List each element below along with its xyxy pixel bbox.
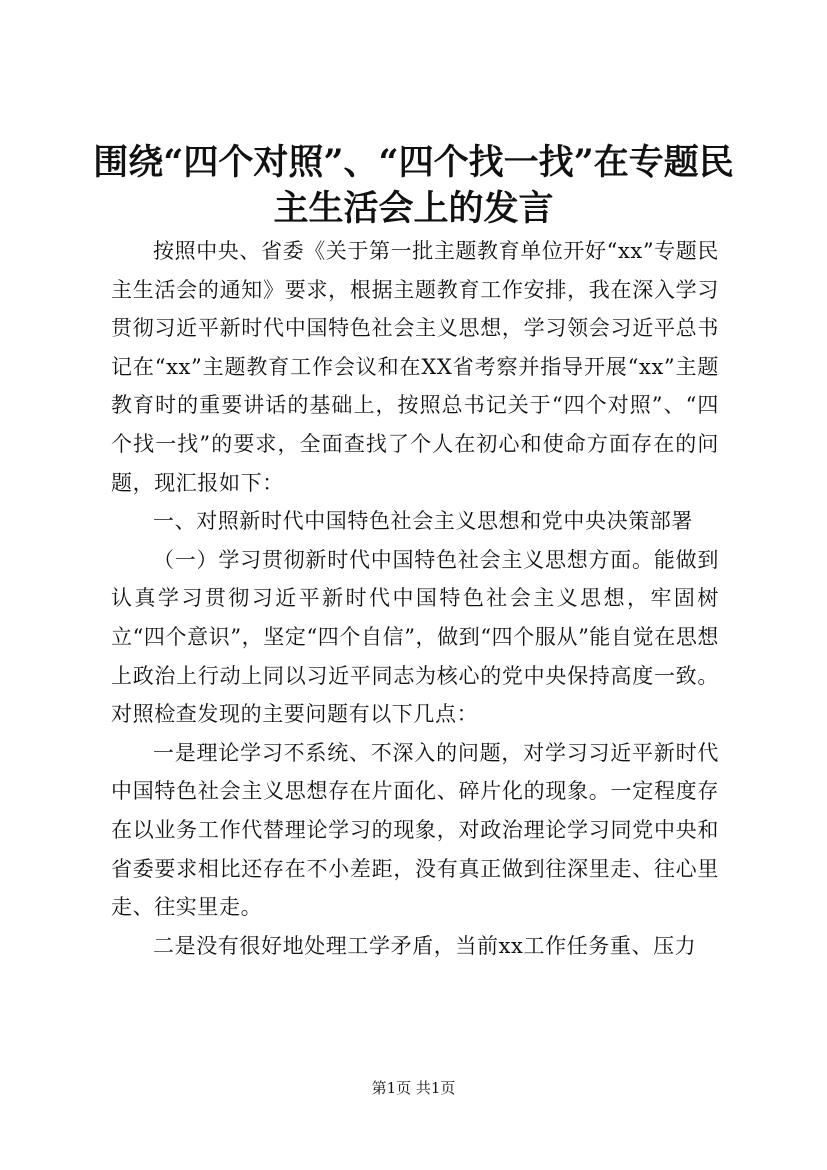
title-line-1: 围绕“四个对照”、“四个找一找”在专题民 <box>93 142 734 183</box>
document-title <box>80 140 747 232</box>
page-number-footer: 第1页 共1页 <box>371 1079 456 1097</box>
body-paragraph: 二是没有很好地处理工学矛盾，当前xx工作任务重、压力 <box>153 933 697 958</box>
intro-paragraph: 按照中央、省委《关于第一批主题教育单位开好“xx”专题民主生活会的通知》要求，根据主题教育工作安排，我在深入学习贯彻习近平新时代中国特色社会主义思想，学习领会习近平总书记在“xx”主题教育工作会议和在XX省考察并指导开展“xx”主题教育时的重要讲话的基础上，按照总书记关于“四个对照”、“四个找一找”的要求，全面查找了个人在初心和使命方面存在的问题，现汇报如下： <box>111 239 719 495</box>
subsection-paragraph: （一）学习贯彻新时代中国特色社会主义思想方面。能做到认真学习贯彻习近平新时代中国特色社会主义思想，牢固树立“四个意识”，坚定“四个自信”，做到“四个服从”能自觉在思想上政治上行动上同以习近平同志为核心的党中央保持高度一致。对照检查发现的主要问题有以下几点： <box>111 547 720 727</box>
document-body <box>111 232 719 965</box>
title-line-2: 主生活会上的发言 <box>273 188 554 229</box>
body-paragraph: 一是理论学习不系统、不深入的问题，对学习习近平新时代中国特色社会主义思想存在片面化、碎片化的现象。一定程度存在以业务工作代替理论学习的现象，对政治理论学习同党中央和省委要求相比还存在不小差距，没有真正做到往深里走、往心里走、往实里走。 <box>111 740 719 920</box>
section-heading: 一、对照新时代中国特色社会主义思想和党中央决策部署 <box>153 509 693 534</box>
